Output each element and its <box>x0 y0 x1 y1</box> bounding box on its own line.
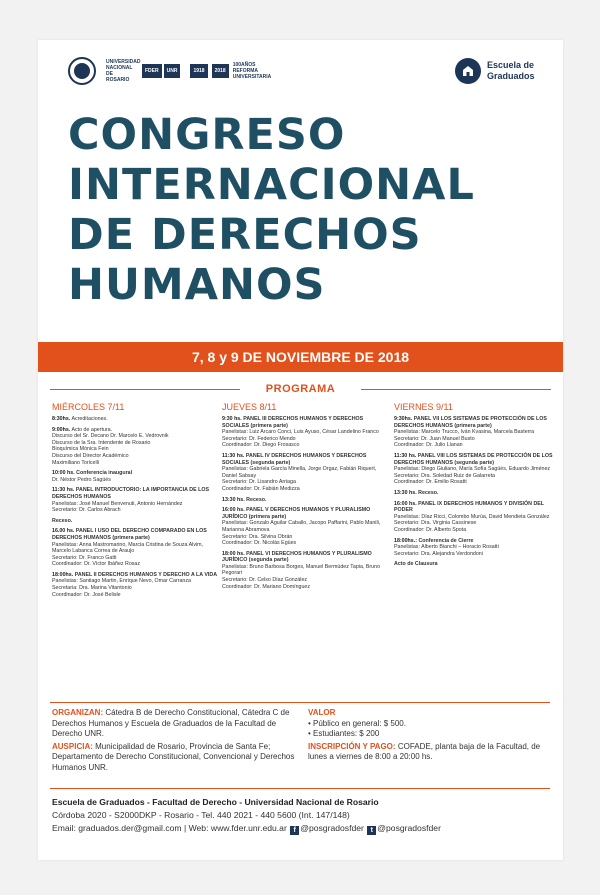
program-event <box>52 572 220 598</box>
event-title: PANEL III DERECHOS HUMANOS Y DERECHOS SOCIALES (primera parte) <box>222 416 364 429</box>
event-time: 16.00 hs. <box>52 528 75 535</box>
program-event <box>222 416 390 449</box>
event-title: PANEL VIII LOS SISTEMAS DE PROTECCIÓN DE LOS DERECHOS HUMANOS (segunda parte) <box>394 452 553 466</box>
day-column <box>394 402 559 572</box>
program-columns <box>52 402 557 700</box>
pricing-block <box>308 708 558 763</box>
event-detail: Secretaria: Dra. Marina Vitantonio <box>52 585 132 592</box>
event-title: Receso. <box>246 496 267 503</box>
auspicia <box>52 742 302 774</box>
event-heading <box>52 572 220 579</box>
header-logos <box>68 56 273 86</box>
event-detail: Secretario: Dr. Federico Mendo <box>222 435 296 442</box>
event-title: Conferencia de Cierre <box>418 537 474 544</box>
title-line-1: CONGRESO <box>68 110 346 160</box>
fder-badge: FDER <box>142 64 162 78</box>
contact-email-web[interactable]: Email: graduados.der@gmail.com | Web: www.fder.unr.edu.ar <box>52 823 287 833</box>
event-detail: Coordinador: Dr. Fabián Medizza <box>222 485 300 492</box>
event-time: 11:30 hs. <box>222 452 245 459</box>
event-detail: Panelistas: Díaz Ricci, Colombo Murúa, David Mendieta González <box>394 513 550 520</box>
facebook-handle[interactable]: @posgradosfder <box>300 823 364 833</box>
contact-section <box>52 796 552 835</box>
event-heading <box>52 528 220 541</box>
event-detail: Dr. Néstor Pedro Sagüés <box>52 476 111 483</box>
event-title: PANEL IX DERECHOS HUMANOS Y DIVISIÓN DEL PODER <box>394 500 544 514</box>
fder-unr-badge <box>142 64 180 78</box>
day-column <box>222 402 390 594</box>
event-detail: Panelistas: Gonzalo Aguilar Caballo, Jacopo Paffarini, Pablo Manili, Marianna Abramova <box>222 520 381 533</box>
unr-badge: UNR <box>164 64 181 78</box>
event-detail: Coordinador: Dr. Mariano Domínguez <box>222 583 311 590</box>
event-title: PANEL V DERECHOS HUMANOS Y PLURALISMO JURÍDICO (primera parte) <box>222 507 371 520</box>
event-detail: Secretario: Dr. Juan Manuel Busto <box>394 435 475 442</box>
event-detail: Discurso del Sr. Decano Dr. Marcelo E. Vedrovnik <box>52 433 169 440</box>
event-detail: Secretario: Dra. Soledad Ruiz de Galarreta <box>394 472 495 479</box>
event-title: PANEL VI DERECHOS HUMANOS Y PLURALISMO JURÍDICO (segunda parte) <box>222 550 372 564</box>
programa-label: PROGRAMA <box>265 383 336 395</box>
event-heading <box>394 501 559 514</box>
event-heading <box>52 416 220 423</box>
program-event <box>394 490 559 497</box>
event-detail: Secretario: Dr. Lisandro Arriaga <box>222 479 296 486</box>
event-detail: Coordinador: Dr. José Belisle <box>52 591 121 598</box>
event-time: 16:00 hs. <box>222 507 245 514</box>
contact-institution: Escuela de Graduados - Facultad de Derecho - Universidad Nacional de Rosario <box>52 797 379 807</box>
event-heading <box>394 538 559 545</box>
program-event <box>394 501 559 534</box>
event-time: 9:00hs. <box>52 426 71 433</box>
event-detail: Panelistas: Santiago Martin, Enrique Nevo, Omar Carranza <box>52 578 191 585</box>
contact-address: Córdoba 2020 - S2000DKP - Rosario - Tel. 440 2021 - 440 5600 (Int. 147/148) <box>52 810 350 820</box>
reforma-logo <box>190 62 272 80</box>
valor-item: • Estudiantes: $ 200 <box>308 729 380 738</box>
escuela-name: Escuela de Graduados <box>487 60 535 81</box>
organizan-text: Cátedra B de Derecho Constitucional, Cátedra C de Derechos Humanos y Escuela de Graduados de la Facultad de Derecho UNR. <box>52 708 290 738</box>
event-time: 13:30 hs. <box>222 496 245 503</box>
escuela-logo <box>455 58 539 84</box>
programa-heading <box>38 382 563 396</box>
section-divider <box>50 788 550 789</box>
page-title <box>68 110 538 310</box>
valor-label: VALOR <box>308 708 336 717</box>
event-detail: Secretario: Dra. Alejandra Verdondoni <box>394 550 483 557</box>
event-dates: 7, 8 y 9 DE NOVIEMBRE DE 2018 <box>191 349 410 365</box>
event-detail: Discurso del Director Académico <box>52 452 129 459</box>
event-time: 18:00 hs. <box>222 550 245 557</box>
title-line-2: INTERNACIONAL <box>68 160 475 210</box>
day-column <box>52 402 220 602</box>
event-detail: Coordinador: Dr. Julio Llanan <box>394 442 463 449</box>
program-event <box>394 561 559 568</box>
organizan <box>52 708 302 740</box>
poster <box>38 40 563 860</box>
event-heading <box>52 427 220 434</box>
event-time: 9:30hs. <box>394 416 413 422</box>
event-detail: Panelistas: Diego Giuliano, María Sofía Sagüés, Eduardo Jiménez <box>394 466 551 473</box>
twitter-handle[interactable]: @posgradosfder <box>377 823 441 833</box>
program-event <box>52 487 220 513</box>
unr-seal-icon <box>68 57 96 85</box>
day-heading: JUEVES 8/11 <box>222 402 277 412</box>
auspicia-text: Municipalidad de Rosario, Provincia de Santa Fe; Departamento de Derecho Constitucional, Convencional y Derechos Humanos UNR. <box>52 741 295 772</box>
event-heading <box>394 416 559 429</box>
event-title: Receso. <box>418 489 439 496</box>
event-detail: Secretario: Dr. Carlos Abrach <box>52 507 121 514</box>
program-event <box>222 497 390 504</box>
event-title: Acto de Clausura <box>394 561 438 568</box>
event-detail: Secretario: Dr. Franco Gatti <box>52 554 117 561</box>
organizers-block <box>52 708 302 775</box>
event-detail: Coordinador: Dr. Alberto Spota <box>394 526 467 533</box>
event-detail: Coordinador: Dr. Diego Frosasco <box>222 442 300 449</box>
program-event <box>394 453 559 486</box>
year-1918: 1918 <box>190 64 207 78</box>
event-time: 18:00hs. <box>52 571 74 578</box>
event-detail: Panelistas: Luiz Arcaro Conci, Luis Ayuso, César Landelino Franco <box>222 429 379 436</box>
event-detail: Secretario: Dr. Celso Díaz González <box>222 577 308 584</box>
event-detail: Panelistas: Anna Mastromarino, Marcia Cristina de Souza Alvim, Marcelo Labanca Correa de Araujo <box>52 541 204 555</box>
event-heading <box>222 497 390 504</box>
event-detail: Panelistas: José Manuel Benvenuti, Antonio Hernández <box>52 500 183 507</box>
event-time: 10:00 hs. <box>52 470 75 477</box>
event-title: Receso. <box>52 517 73 524</box>
event-detail: Discurso de la Sra. Intendente de Rosario <box>52 439 151 446</box>
event-heading <box>52 518 220 525</box>
event-time: 18:00hs.: <box>394 537 417 544</box>
inscripcion <box>308 742 558 763</box>
program-event <box>52 528 220 568</box>
event-title: PANEL VII LOS SISTEMAS DE PROTECCIÓN DE LOS DERECHOS HUMANOS (primera parte) <box>394 416 547 429</box>
program-event <box>52 518 220 525</box>
event-time: 11:30 hs. <box>394 452 417 459</box>
section-divider <box>50 702 550 703</box>
event-time: 11:30 hs. <box>52 487 75 494</box>
event-heading <box>394 490 559 497</box>
event-detail: Panelistas: Bruno Barbosa Borges, Manuel Bermúdez Tapia, Bruno Pegorari <box>222 563 381 577</box>
event-heading <box>52 470 220 477</box>
event-detail: Secretario: Dra. Virginia Cassinese <box>394 520 477 527</box>
event-title: PANEL I USO DEL DERECHO COMPARADO EN LOS DERECHOS HUMANOS (primera parte) <box>52 528 207 541</box>
program-event <box>52 470 220 483</box>
program-event <box>394 538 559 558</box>
date-banner <box>38 342 563 372</box>
event-heading <box>52 487 220 500</box>
event-detail: Coordinador: Dr. Víctor Ibáñez Rosaz <box>52 561 141 568</box>
event-time: 16:00 hs. <box>394 500 417 507</box>
program-event <box>222 453 390 493</box>
event-title: PANEL INTRODUCTORIO: LA IMPORTANCIA DE LOS DERECHOS HUMANOS <box>52 487 209 500</box>
event-heading <box>222 416 390 429</box>
event-detail: Panelistas: Gabriela García Minella, Jorge Orgaz, Fabián Riquert, Daniel Sabsay <box>222 466 377 479</box>
program-event <box>222 507 390 547</box>
event-title: PANEL IV DERECHOS HUMANOS Y DERECHOS SOCIALES (segunda parte) <box>222 452 367 466</box>
event-title: Conferencia inaugural <box>76 470 133 477</box>
auspicia-label: AUSPICIA: <box>52 741 93 751</box>
event-heading <box>394 453 559 466</box>
event-time: 13:30 hs. <box>394 489 417 496</box>
valor-item: • Público en general: $ 500. <box>308 718 406 728</box>
program-event <box>394 416 559 449</box>
event-title: PANEL II DERECHOS HUMANOS Y DERECHO A LA VIDA <box>74 571 218 578</box>
divider-left <box>50 389 240 390</box>
year-2018: 2018 <box>212 64 229 78</box>
contact-online <box>52 822 552 835</box>
reforma-text: 100AÑOS REFORMA UNIVERSITARIA <box>232 62 272 80</box>
event-detail: Panelistas: Alberto Bianchi – Horacio Rosatti <box>394 544 499 551</box>
organizan-label: ORGANIZAN: <box>52 708 104 717</box>
event-heading <box>222 551 390 564</box>
twitter-icon[interactable]: t <box>367 826 376 835</box>
program-event <box>222 551 390 591</box>
info-section <box>52 708 552 782</box>
event-detail: Bioquímica Mónica Fein <box>52 446 109 453</box>
inscripcion-text: COFADE, planta baja de la Facultad, de lunes a viernes de 8:00 a 20:00 hs. <box>308 741 541 761</box>
program-event <box>52 416 220 423</box>
title-line-4: HUMANOS <box>68 260 326 310</box>
day-heading: MIÉRCOLES 7/11 <box>52 402 125 412</box>
event-detail: Panelistas: Marcelo Trucco, Iván Kvasina, Marcela Basterra <box>394 429 535 436</box>
escuela-icon <box>455 58 481 84</box>
event-detail: Coordinador: Dr. Nicolás Egües <box>222 540 297 547</box>
program-event <box>52 427 220 467</box>
event-time: 8:30hs. <box>52 416 71 422</box>
event-detail: Coordinador: Dr. Emilio Rosatti <box>394 479 467 486</box>
divider-right <box>361 389 551 390</box>
unr-logo-text: UNIVERSIDAD NACIONAL DE ROSARIO <box>106 59 141 83</box>
event-detail: Maximiliano Toricelli <box>52 459 99 466</box>
event-detail: Secretario: Dra. Silvina Obrán <box>222 533 293 540</box>
event-time: 9:30 hs. <box>222 416 242 422</box>
event-heading <box>394 561 559 568</box>
title-line-3: DE DERECHOS <box>68 210 422 260</box>
event-heading <box>222 453 390 466</box>
event-title: Acreditaciones. <box>71 416 108 422</box>
event-heading <box>222 507 390 520</box>
inscripcion-label: INSCRIPCIÓN Y PAGO: <box>308 741 396 751</box>
day-heading: VIERNES 9/11 <box>394 402 453 412</box>
event-title: Acto de apertura. <box>71 426 113 433</box>
facebook-icon[interactable]: f <box>290 826 299 835</box>
